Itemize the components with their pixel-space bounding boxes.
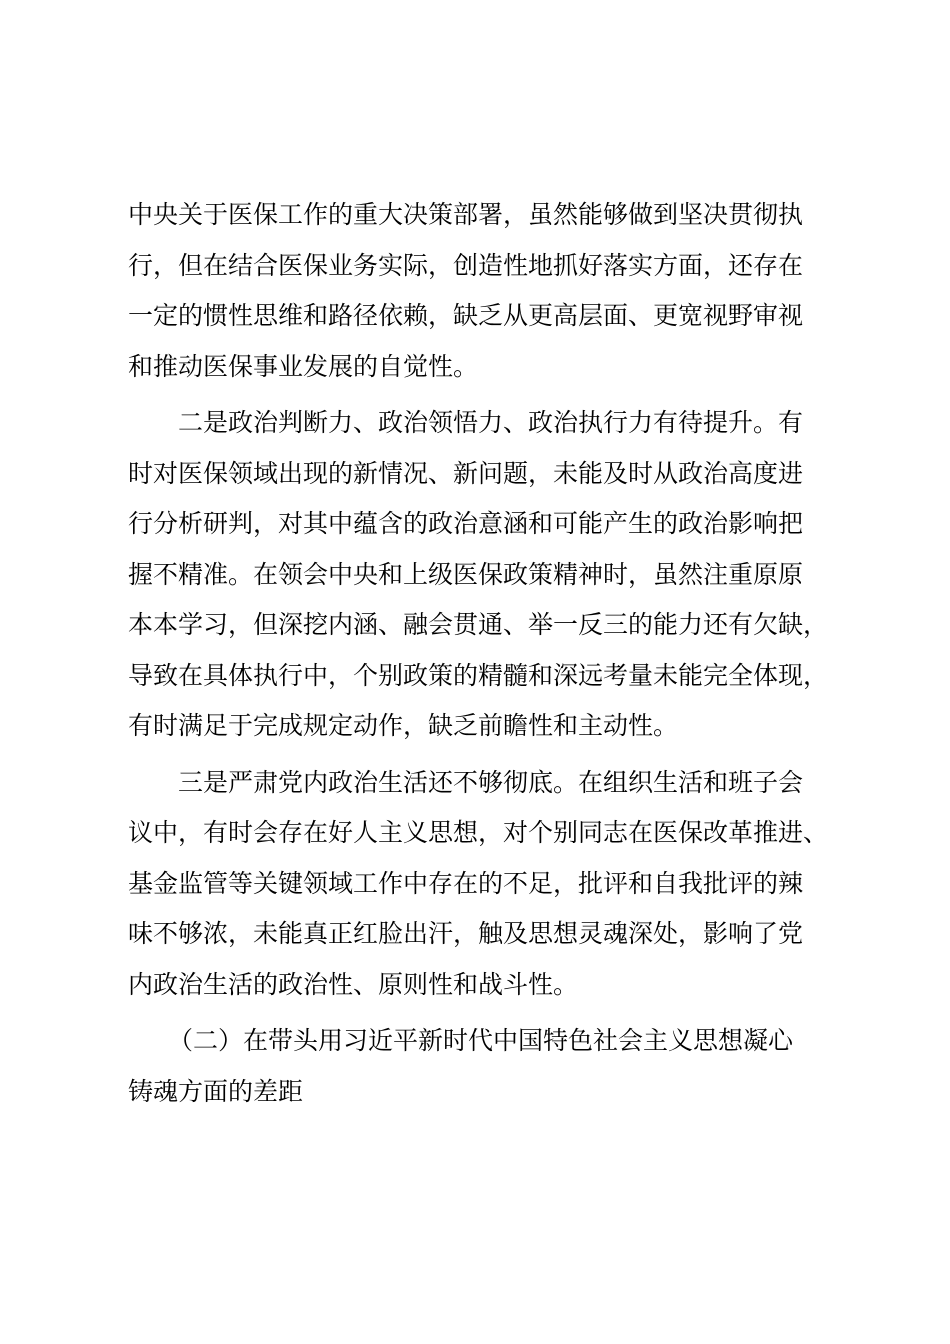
paragraph-continuation (128, 190, 828, 392)
text-line: 和推动医保事业发展的自觉性。 (128, 351, 479, 381)
text-line: 基金监管等关键领域工作中存在的不足，批评和自我批评的辣 (128, 868, 804, 898)
paragraph-political-life (128, 758, 828, 1011)
text-line: 行，但在结合医保业务实际，创造性地抓好落实方面，还存在 (128, 250, 804, 280)
text-line: 二是政治判断力、政治领悟力、政治执行力有待提升。有 (178, 408, 804, 437)
document-body (128, 190, 828, 1117)
text-line: 时对医保领域出现的新情况、新问题，未能及时从政治高度进 (128, 458, 804, 488)
text-line: 导致在具体执行中，个别政策的精髓和深远考量未能完全体现， (128, 660, 829, 690)
text-line: 内政治生活的政治性、原则性和战斗性。 (128, 969, 579, 999)
text-line: 三是严肃党内政治生活还不够彻底。在组织生活和班子会 (178, 767, 804, 797)
text-line: 本本学习，但深挖内涵、融会贯通、举一反三的能力还有欠缺， (128, 610, 829, 639)
text-line: 味不够浓，未能真正红脸出汗，触及思想灵魂深处，影响了党 (128, 919, 804, 948)
text-line: 有时满足于完成规定动作，缺乏前瞻性和主动性。 (128, 711, 679, 740)
text-line: 一定的惯性思维和路径依赖，缺乏从更高层面、更宽视野审视 (128, 301, 804, 330)
heading-line: 铸魂方面的差距 (128, 1076, 304, 1106)
heading-line: （二）在带头用习近平新时代中国特色社会主义思想凝心 (168, 1026, 794, 1055)
text-line: 议中，有时会存在好人主义思想，对个别同志在医保改革推进、 (128, 818, 829, 847)
text-line: 行分析研判，对其中蕴含的政治意涵和可能产生的政治影响把 (128, 509, 804, 538)
section-heading (128, 1016, 828, 1117)
text-line: 中央关于医保工作的重大决策部署，虽然能够做到坚决贯彻执 (128, 200, 804, 229)
paragraph-political-judgment (128, 398, 828, 752)
text-line: 握不精准。在领会中央和上级医保政策精神时，虽然注重原原 (128, 559, 804, 589)
